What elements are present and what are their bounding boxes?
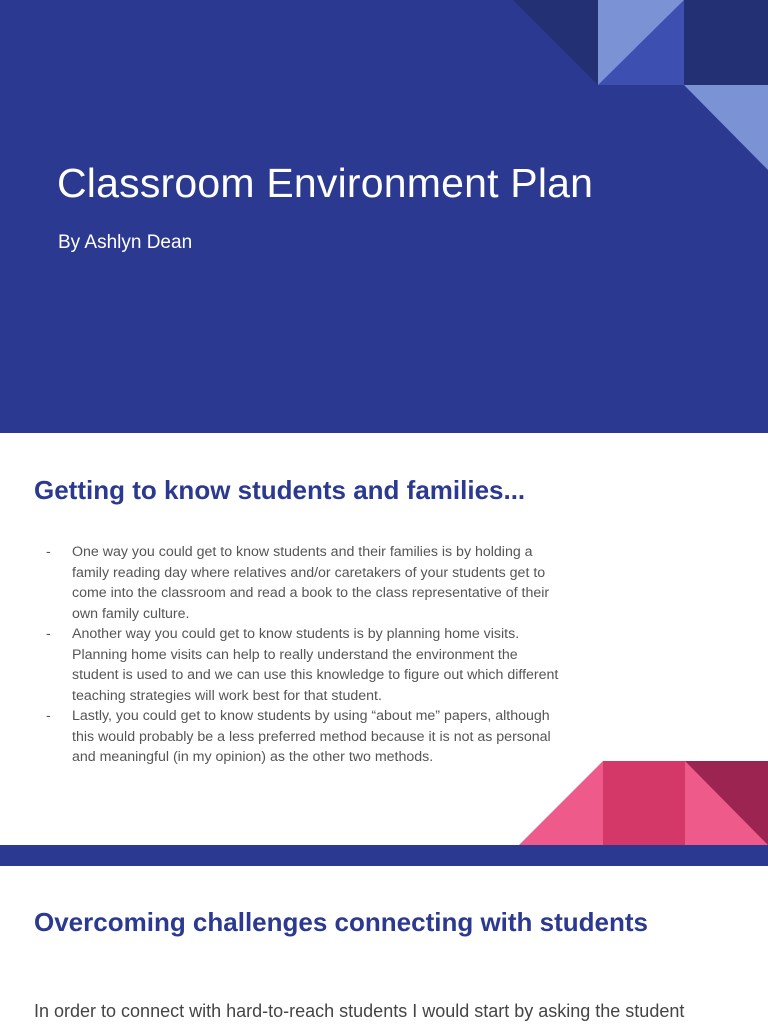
corner-geometric-decoration [0, 0, 768, 433]
title-slide [0, 0, 768, 433]
slide-body-text: In order to connect with hard-to-reach students I would start by asking the student [34, 1001, 685, 1021]
bullet-dash: - [46, 626, 51, 642]
slide-heading: Getting to know students and families... [34, 475, 526, 505]
deco-dark-triangle [513, 0, 598, 85]
presentation-title: Classroom Environment Plan [57, 160, 594, 206]
slide-divider-band [0, 845, 768, 866]
corner-geometric-decoration [0, 433, 768, 845]
bullet-text: Another way you could get to know students is by planning home visits. Planning home visits can help to really understand the environment the student is used to and we can use this knowledge to figure out which different teaching strategies will work best for that student. [72, 626, 559, 704]
deco-dark-block [684, 0, 768, 85]
bullet-dash: - [46, 708, 51, 724]
slide-heading: Overcoming challenges connecting with students [34, 907, 648, 937]
content-slide-challenges [0, 866, 768, 1024]
bullet-dash: - [46, 544, 51, 560]
deco-light-triangle [684, 85, 768, 170]
bullet-text: Lastly, you could get to know students by using “about me” papers, although this would probably be a less preferred method because it is not as personal and meaningful (in my opinion) as the other two methods. [72, 708, 551, 765]
author-subtitle: By Ashlyn Dean [58, 232, 193, 253]
bullet-text: One way you could get to know students and their families is by holding a family reading day where relatives and/or caretakers of your students get to come into the classroom and read a book to the class representative of their own family culture. [72, 544, 550, 622]
deco-pink-mid-block [603, 761, 685, 845]
deco-pink-left-triangle [519, 761, 603, 845]
content-slide-families [0, 433, 768, 845]
